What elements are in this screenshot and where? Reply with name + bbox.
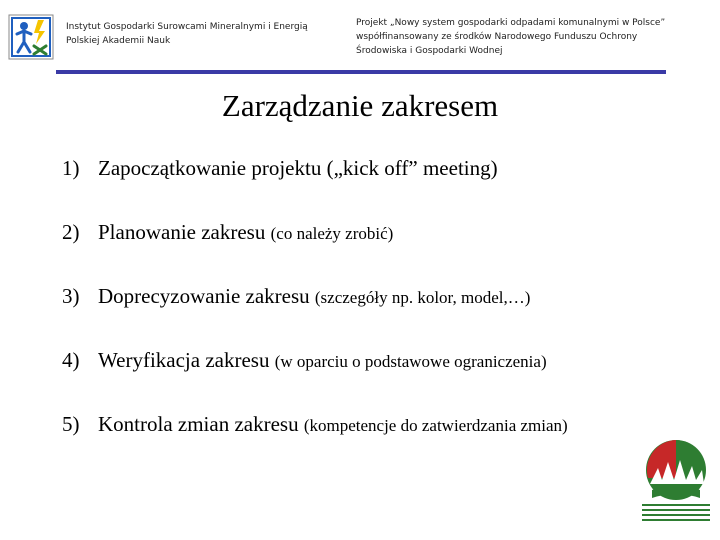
institute-logo	[8, 14, 54, 60]
slide-title: Zarządzanie zakresem	[221, 88, 499, 123]
fund-logo	[636, 438, 716, 528]
item-text: Weryfikacja zakresu	[98, 348, 275, 372]
project-line-2: współfinansowany ze środków Narodowego Funduszu Ochrony	[356, 32, 638, 42]
institute-name	[66, 20, 336, 48]
list-item	[62, 284, 530, 309]
item-number: 1)	[62, 156, 80, 180]
item-text: Zapoczątkowanie projektu („kick off” meeting)	[98, 156, 498, 180]
institute-line-2: Polskiej Akademii Nauk	[66, 36, 171, 46]
item-number: 3)	[62, 284, 80, 308]
header	[0, 0, 720, 80]
item-text: Kontrola zmian zakresu	[98, 412, 304, 436]
project-line-3: Środowiska i Gospodarki Wodnej	[356, 46, 503, 56]
item-note: (szczegóły np. kolor, model,…)	[314, 288, 531, 307]
list-item	[62, 220, 393, 245]
project-line-1: Projekt „Nowy system gospodarki odpadami komunalnymi w Polsce”	[356, 18, 666, 28]
item-text: Planowanie zakresu	[98, 220, 271, 244]
item-note: (kompetencje do zatwierdzania zmian)	[303, 416, 568, 435]
item-text: Doprecyzowanie zakresu	[98, 284, 315, 308]
list-item	[62, 412, 568, 437]
item-number: 4)	[62, 348, 80, 372]
item-note: (w oparciu o podstawowe ograniczenia)	[274, 352, 547, 371]
item-note: (co należy zrobić)	[270, 224, 394, 243]
header-divider	[56, 70, 666, 74]
project-info	[356, 16, 706, 58]
list-item	[62, 348, 547, 373]
institute-line-1: Instytut Gospodarki Surowcami Mineralnymi i Energią	[66, 22, 308, 32]
item-number: 2)	[62, 220, 80, 244]
item-number: 5)	[62, 412, 80, 436]
list-item	[62, 156, 498, 181]
